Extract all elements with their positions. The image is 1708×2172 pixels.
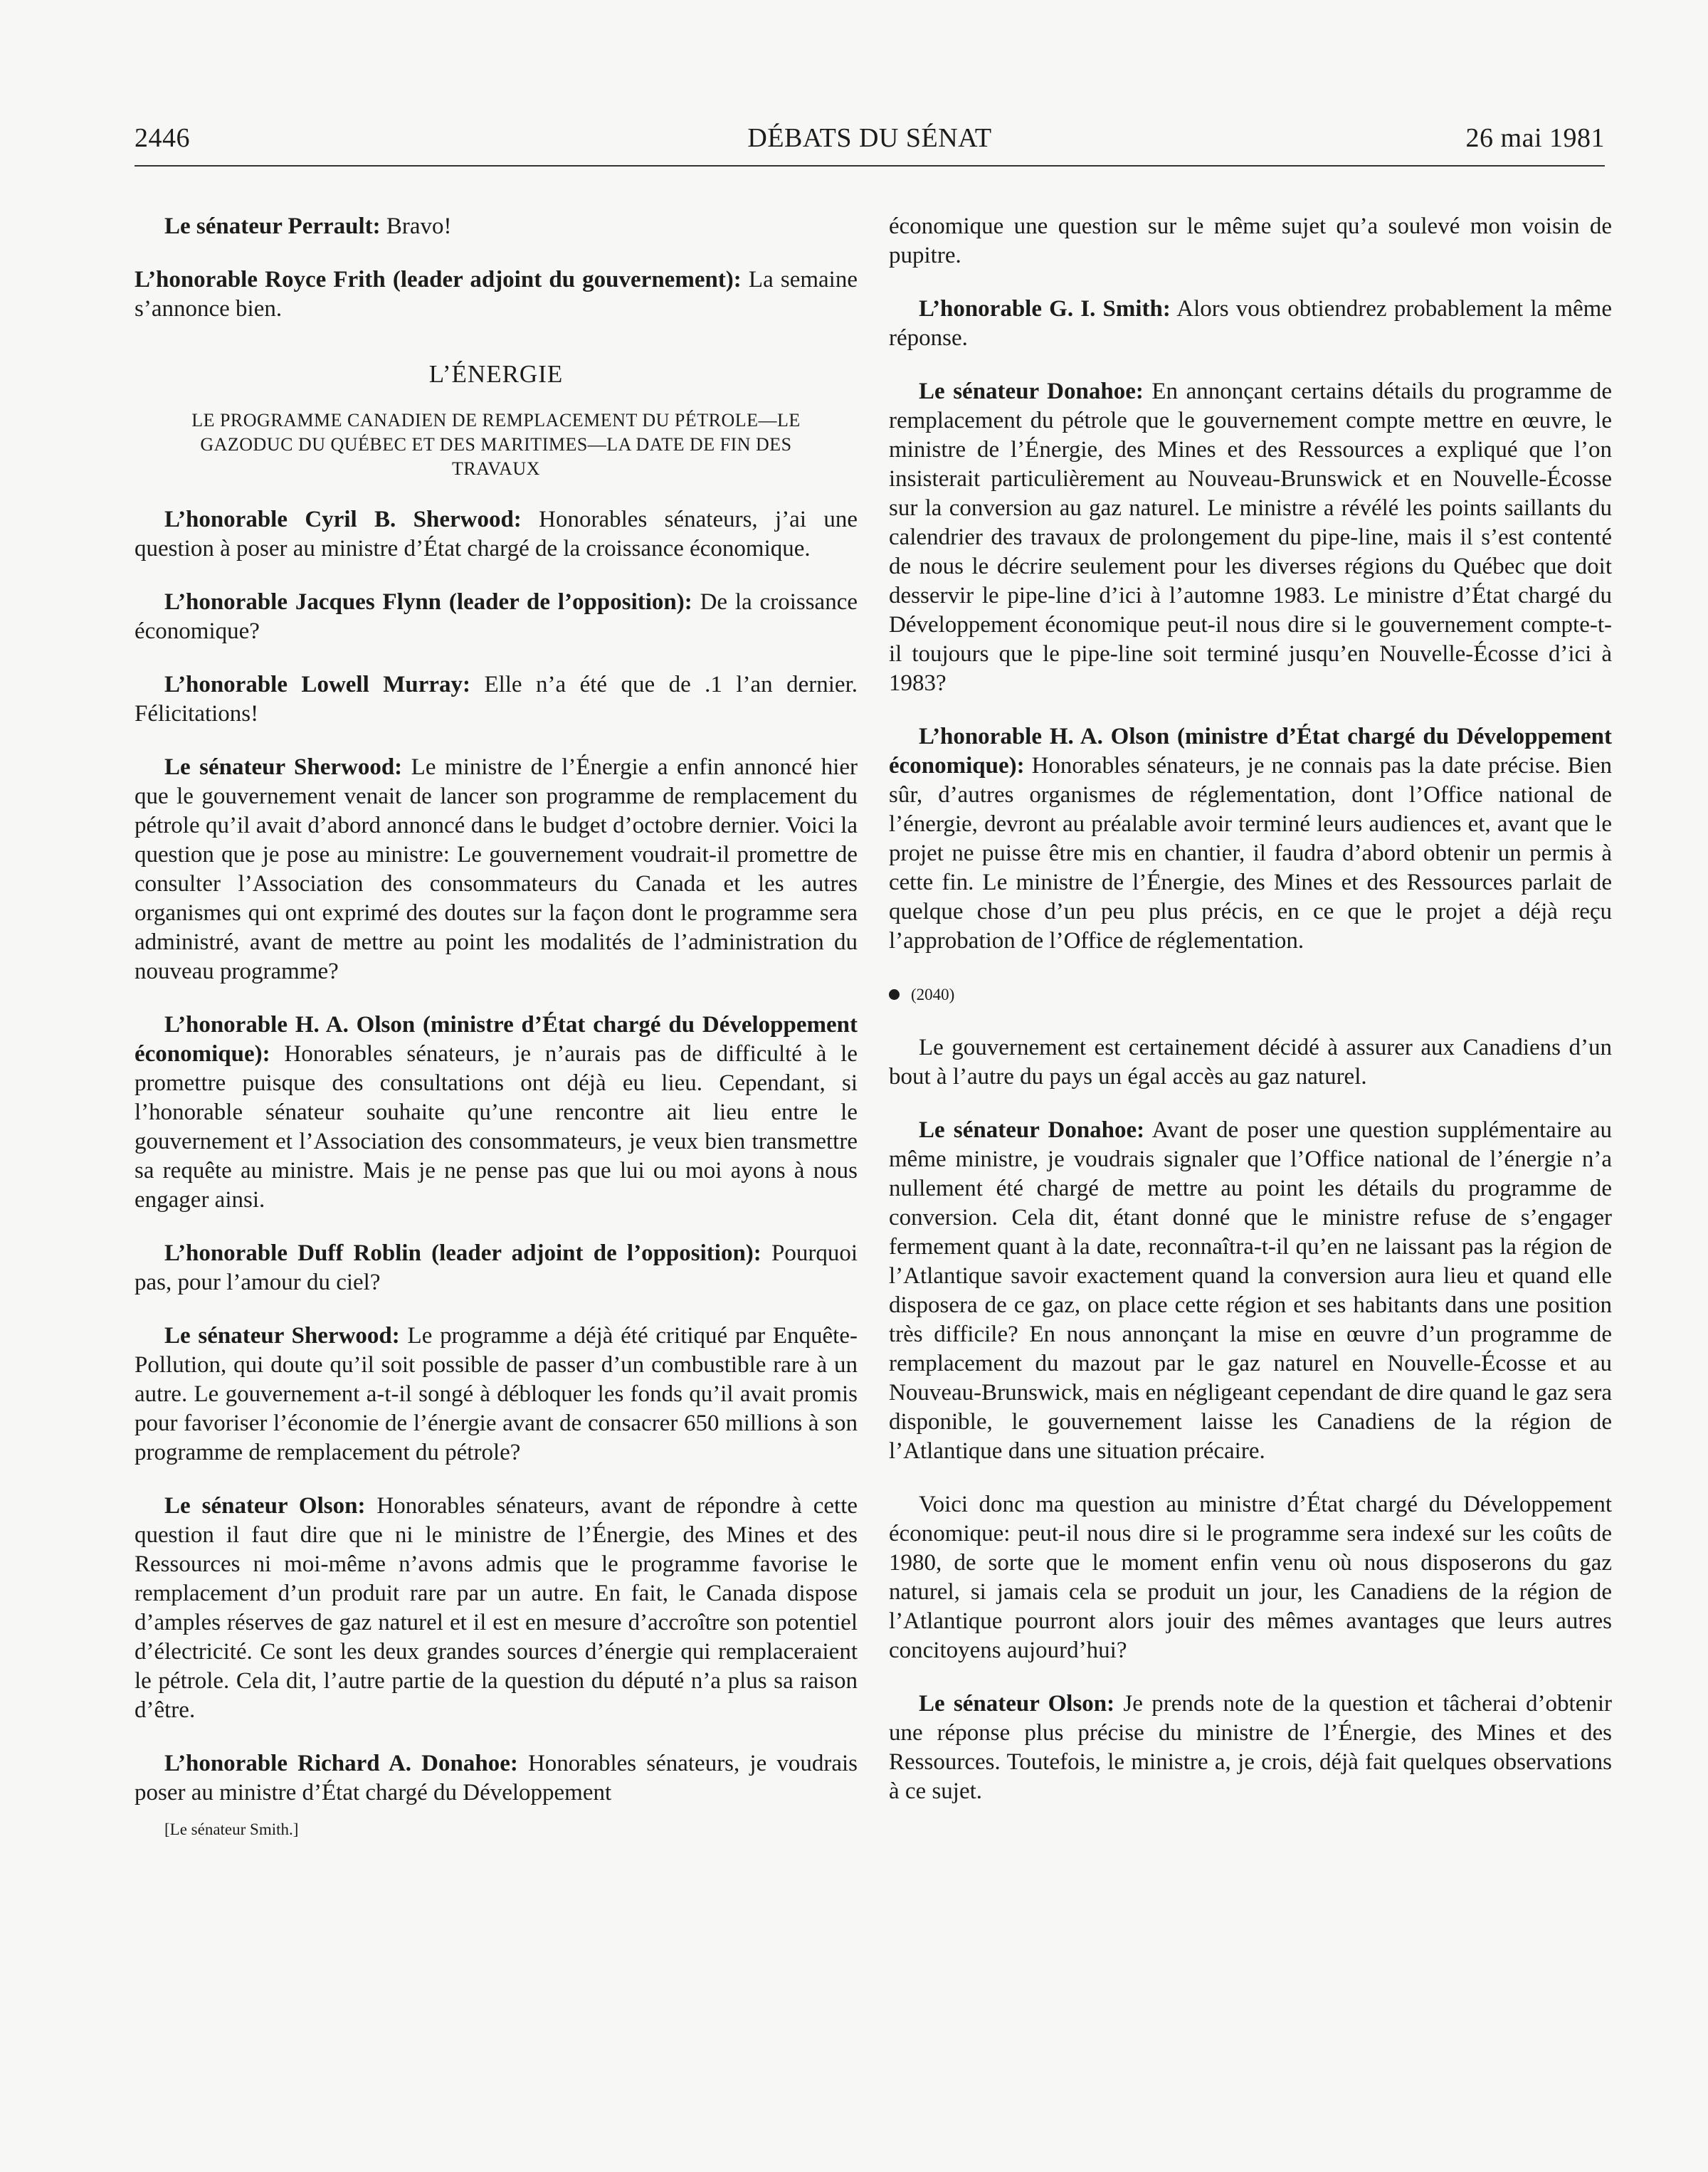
speech-text: De la croissance économique? <box>135 589 858 644</box>
paragraph <box>135 1011 858 1215</box>
paragraph <box>135 212 858 241</box>
speech-text: Je prends note de la question et tâcherai d’obtenir une réponse plus précise du ministre de l’Énergie, des Mines et des Ressources. Toutefois, le ministre a, je crois, déjà fait quelques observations à ce sujet. <box>889 1691 1612 1804</box>
speech-text: Honorables sénateurs, je voudrais poser au ministre d’État chargé du Développement <box>135 1751 858 1805</box>
paragraph <box>889 377 1612 698</box>
speaker-name: Le sénateur Perrault: <box>164 213 381 239</box>
paragraph <box>135 1749 858 1808</box>
right-column <box>889 212 1612 1830</box>
header-rule <box>135 165 1605 167</box>
speech-text: En annonçant certains détails du programme de remplacement du pétrole que le gouvernement compte mettre en œuvre, le ministre de l’Énergie, des Mines et des Ressources a expliqué que l’on insisterait particulièrement au Nouveau-Brunswick et en Nouvelle-Écosse sur la conversion au gaz naturel. Le ministre a révélé les points saillants du calendrier des travaux de prolongement du pipe-line, mais il s’est contenté de nous le décrire seulement pour les diverses régions du Québec que doit desservir le pipe-line d’ici à l’automne 1983. Le ministre d’État chargé du Développement économique peut-il nous dire si le gouvernement compte-t-il toujours que le pipe-line soit terminé jusqu’en Nouvelle-Écosse d’ici à 1983? <box>889 379 1612 696</box>
paragraph <box>889 295 1612 353</box>
speech-text: Elle n’a été que de .1 l’an dernier. Félicitations! <box>135 672 858 727</box>
paragraph <box>889 1490 1612 1665</box>
speaker-name: L’honorable Richard A. Donahoe: <box>164 1751 518 1776</box>
speech-text: Honorables sénateurs, avant de répondre à cette question il faut dire que ni le ministre de l’Énergie, des Mines et des Ressources ni moi-même n’avons admis que le programme favorise le remplacement d’un produit rare par un autre. En fait, le Canada dispose d’amples réserves de gaz naturel et il est en mesure d’accroître son potentiel d’électricité. Ce sont les deux grandes sources d’énergie qui remplaceraient le pétrole. Cela dit, l’autre partie de la question du député n’a plus sa raison d’être. <box>135 1493 858 1723</box>
speech-text: Le gouvernement est certainement décidé à assurer aux Canadiens d’un bout à l’autre du pays un égal accès au gaz naturel. <box>889 1035 1612 1090</box>
speaker-name: L’honorable Lowell Murray: <box>164 672 470 697</box>
paragraph <box>135 505 858 564</box>
speaker-name: L’honorable H. A. Olson (ministre d’État chargé du Développement économique): <box>889 724 1612 779</box>
speaker-name: L’honorable G. I. Smith: <box>919 296 1171 322</box>
speaker-name: L’honorable Cyril B. Sherwood: <box>164 507 522 532</box>
speaker-name: Le sénateur Sherwood: <box>164 754 403 780</box>
speech-text: Le ministre de l’Énergie a enfin annoncé hier que le gouvernement venait de lancer son programme de remplacement du pétrole qu’il avait d’abord annoncé dans le budget d’octobre dernier. Voici la question que je pose au ministre: Le gouvernement voudrait-il promettre de consulter l’Association des consommateurs du Canada et les autres organismes qui ont exprimé des doutes sur la façon dont le programme sera administré, avant de mettre au point les modalités de l’administration du nouveau programme? <box>135 754 858 984</box>
paragraph <box>135 265 858 324</box>
paragraph <box>889 1116 1612 1466</box>
speaker-name: L’honorable Jacques Flynn (leader de l’opposition): <box>164 589 692 615</box>
left-column <box>135 212 858 1844</box>
section-subheading: LE PROGRAMME CANADIEN DE REMPLACEMENT DU PÉTROLE—LE GAZODUC DU QUÉBEC ET DES MARITIMES—LA DATE DE FIN DES TRAVAUX <box>191 410 801 479</box>
timestamp-marker <box>889 980 1612 1009</box>
speech-text: Voici donc ma question au ministre d’État chargé du Développement économique: peut-il nous dire si le programme sera indexé sur les coûts de 1980, de sorte que le moment enfin venu où nous disposerons du gaz naturel, si jamais cela se produit un jour, les Canadiens de la région de l’Atlantique pourront alors jouir des mêmes avantages que leurs autres concitoyens aujourd’hui? <box>889 1492 1612 1663</box>
paragraph <box>889 1033 1612 1092</box>
speech-text: La semaine s’annonce bien. <box>135 267 858 322</box>
speech-text: Le programme a déjà été critiqué par Enquête-Pollution, qui doute qu’il soit possible de passer d’un combustible rare à un autre. Le gouvernement a-t-il songé à débloquer les fonds qu’il avait promis pour favoriser l’économie de l’énergie avant de consacrer 650 millions à son programme de remplacement du pétrole? <box>135 1323 858 1465</box>
footnote: [Le sénateur Smith.] <box>164 1820 299 1838</box>
paragraph <box>889 722 1612 956</box>
bullet-icon <box>889 989 900 1000</box>
speaker-name: Le sénateur Donahoe: <box>919 1117 1145 1143</box>
paragraph <box>135 753 858 986</box>
running-title: DÉBATS DU SÉNAT <box>747 123 992 153</box>
timestamp: (2040) <box>911 986 955 1003</box>
speaker-name: L’honorable Duff Roblin (leader adjoint de l’opposition): <box>164 1240 761 1266</box>
speaker-name: Le sénateur Olson: <box>919 1691 1115 1717</box>
speech-text: Avant de poser une question supplémentaire au même ministre, je voudrais signaler que l’Office national de l’énergie n’a nullement été chargé de mettre au point les détails du programme de conversion. Cela dit, étant donné que le ministre refuse de s’engager fermement quant à la date, reconnaîtra-t-il qu’en ne laissant pas la région de l’Atlantique savoir exactement quand la conversion aura lieu et quand elle disposera de ce gaz, on place cette région et ses habitants dans une position très difficile? En nous annonçant la mise en œuvre d’un programme de remplacement du mazout par le gaz naturel en Nouvelle-Écosse et au Nouveau-Brunswick, mais en négligeant cependant de dire quand le gaz sera disponible, le gouvernement laisse les Canadiens de la région de l’Atlantique dans une situation précaire. <box>889 1117 1613 1464</box>
speaker-name: L’honorable H. A. Olson (ministre d’État chargé du Développement économique): <box>135 1012 858 1067</box>
page-number: 2446 <box>135 123 190 153</box>
speech-text: Bravo! <box>380 213 452 239</box>
paragraph <box>135 1322 858 1467</box>
speech-text: Honorables sénateurs, j’ai une question à poser au ministre d’État chargé de la croissance économique. <box>135 507 858 562</box>
issue-date: 26 mai 1981 <box>1465 123 1605 153</box>
paragraph <box>135 1239 858 1297</box>
speech-text: Honorables sénateurs, je ne connais pas la date précise. Bien sûr, d’autres organismes de réglementation, dont l’Office national de l’énergie, devront au préalable avoir terminé leurs audiences et, avant que le projet ne puisse être mis en chantier, il faudra d’abord obtenir un permis à cette fin. Le ministre de l’Énergie, des Mines et des Ressources parlait de quelque chose d’un peu plus précis, en ce que le projet a déjà reçu l’approbation de l’Office de réglementation. <box>889 753 1612 954</box>
paragraph <box>135 588 858 646</box>
speech-text: économique une question sur le même sujet qu’a soulevé mon voisin de pupitre. <box>889 213 1612 268</box>
paragraph <box>135 670 858 729</box>
paragraph <box>889 1689 1612 1806</box>
speaker-name: Le sénateur Donahoe: <box>919 379 1144 404</box>
paragraph <box>135 1492 858 1725</box>
speech-text: Pourquoi pas, pour l’amour du ciel? <box>135 1240 858 1295</box>
speaker-name: L’honorable Royce Frith (leader adjoint du gouvernement): <box>135 267 742 292</box>
speaker-name: Le sénateur Olson: <box>164 1493 366 1519</box>
speaker-name: Le sénateur Sherwood: <box>164 1323 400 1349</box>
speech-text: Honorables sénateurs, je n’aurais pas de difficulté à le promettre puisque des consultations ont déjà eu lieu. Cependant, si l’honorable sénateur souhaite qu’une rencontre ait lieu entre le gouvernement et l’Association des consommateurs, je veux bien transmettre sa requête au ministre. Mais je ne pense pas que lui ou moi ayons à nous engager ainsi. <box>135 1041 858 1213</box>
paragraph <box>889 212 1612 270</box>
section-heading: L’ÉNERGIE <box>428 360 564 388</box>
page-header <box>135 122 1605 165</box>
speech-text: Alors vous obtiendrez probablement la même réponse. <box>889 296 1612 351</box>
